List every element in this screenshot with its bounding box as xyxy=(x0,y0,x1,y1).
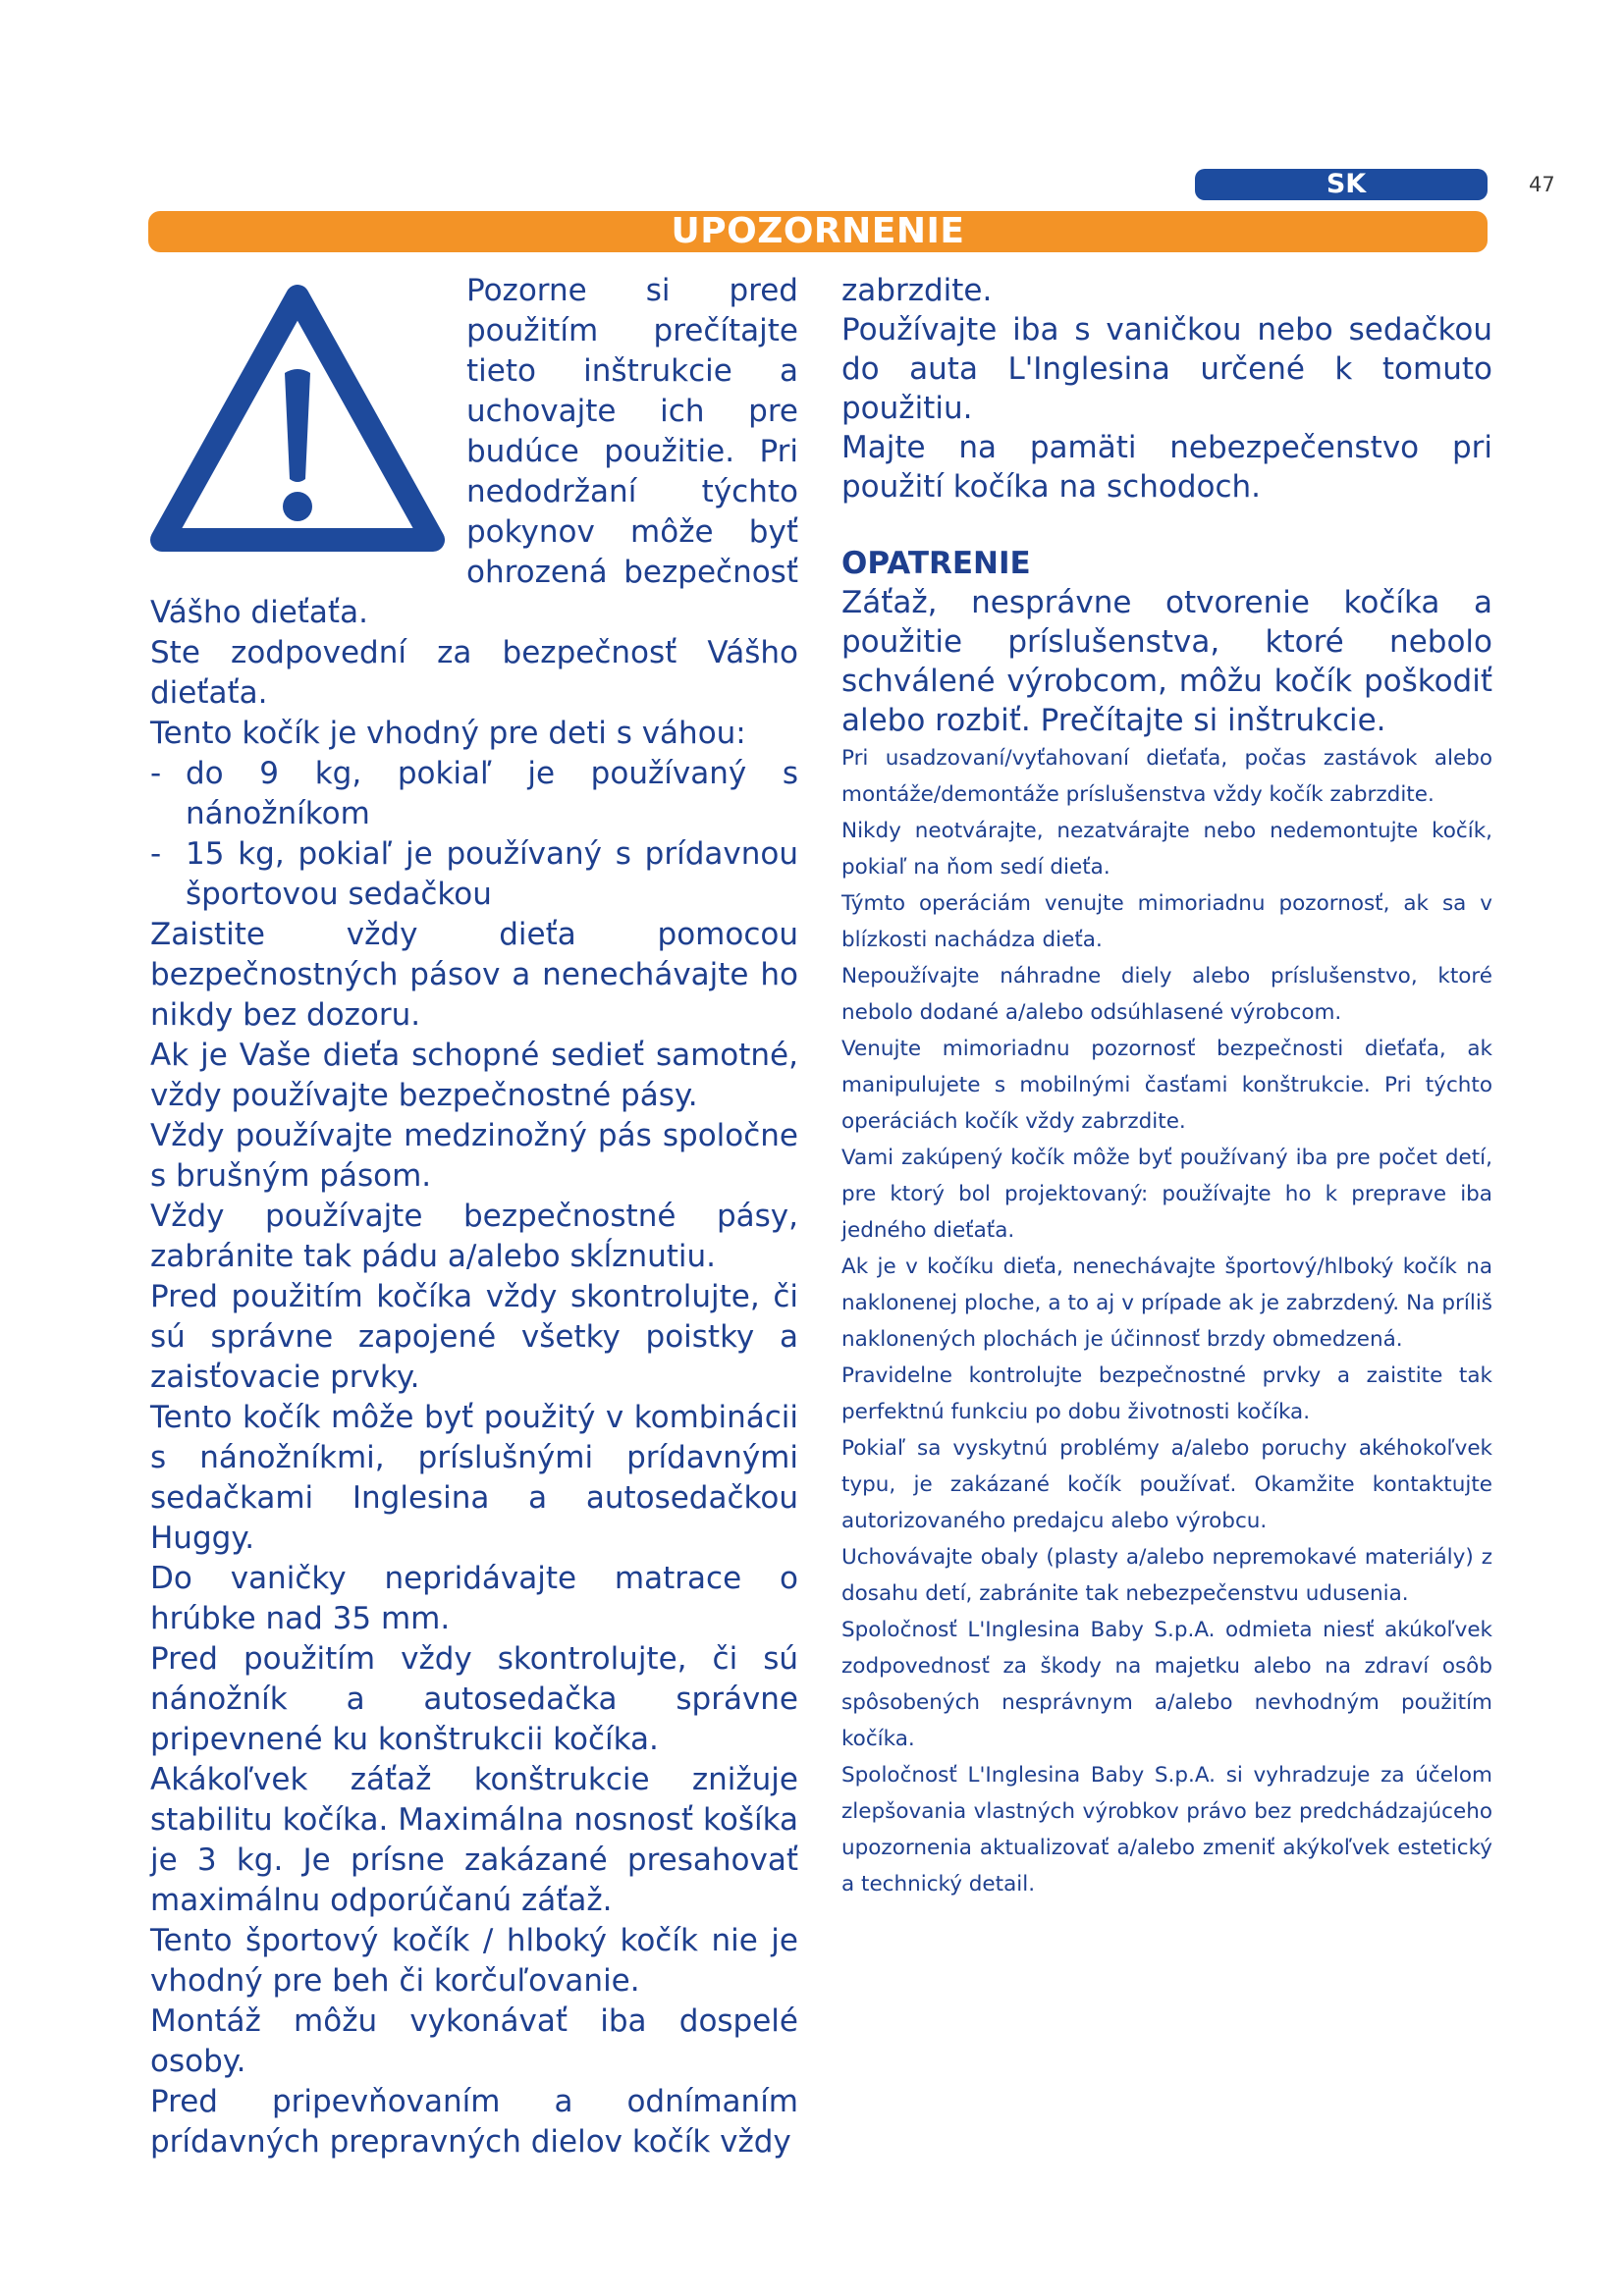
language-tab xyxy=(1195,169,1488,200)
list-item: - do 9 kg, pokiaľ je používaný s nánožníkom xyxy=(150,754,798,834)
paragraph: Akákoľvek záťaž konštrukcie znižuje stabilitu kočíka. Maximálna nosnosť košíka je 3 kg. Je prísne zakázané presahovať maximálnu odporúčanú záťaž. xyxy=(150,1762,798,1918)
note-paragraph: Venujte mimoriadnu pozornosť bezpečnosti dieťaťa, ak manipulujete s mobilnými časťami konštrukcie. Pri týchto operáciách kočík vždy zabrzdite. xyxy=(841,1037,1492,1134)
language-code: SK xyxy=(1326,169,1367,199)
paragraph: Pred použitím kočíka vždy skontrolujte, či sú správne zapojené všetky poistky a zaisťovacie prvky. xyxy=(150,1279,798,1395)
paragraph: Vždy používajte bezpečnostné pásy, zabránite tak pádu a/alebo skĺznutiu. xyxy=(150,1199,798,1274)
paragraph: Montáž môžu vykonávať iba dospelé osoby. xyxy=(150,2003,798,2079)
banner-title: UPOZORNENIE xyxy=(671,211,965,251)
paragraph: Záťaž, nesprávne otvorenie kočíka a použitie príslušenstva, ktoré nebolo schválené výrobcom, môžu kočík poškodiť alebo rozbiť. Prečítajte si inštrukcie. xyxy=(841,585,1492,738)
note-paragraph: Nikdy neotvárajte, nezatvárajte nebo nedemontujte kočík, pokiaľ na ňom sedí dieťa. xyxy=(841,819,1492,880)
right-column xyxy=(841,271,1492,1902)
section-heading: OPATRENIE xyxy=(841,546,1031,581)
paragraph: Ak je Vaše dieťa schopné sedieť samotné, vždy používajte bezpečnostné pásy. xyxy=(150,1038,798,1113)
note-paragraph: Pravidelne kontrolujte bezpečnostné prvky a zaistite tak perfektnú funkciu po dobu životnosti kočíka. xyxy=(841,1363,1492,1424)
intro-paragraph: Pozorne si pred použitím prečítajte tieto inštrukcie a uchovajte ich pre budúce použitie. Pri nedodržaní týchto pokynov môže byť ohrozená bezpečnosť Vášho dieťaťa. xyxy=(150,273,798,630)
note-paragraph: Spoločnosť L'Inglesina Baby S.p.A. odmieta niesť akúkoľvek zodpovednosť za škody na majetku alebo na zdraví osôb spôsobených nesprávnym a/alebo nevhodným použitím kočíka. xyxy=(841,1618,1492,1751)
left-column xyxy=(150,271,798,2163)
warning-banner xyxy=(148,211,1488,252)
note-paragraph: Uchovávajte obaly (plasty a/alebo nepremokavé materiály) z dosahu detí, zabránite tak nebezpečenstvu udusenia. xyxy=(841,1545,1492,1606)
note-paragraph: Nepoužívajte náhradne diely alebo príslušenstvo, ktoré nebolo dodané a/alebo odsúhlasené výrobcom. xyxy=(841,964,1492,1025)
paragraph: zabrzdite. xyxy=(841,273,993,308)
note-paragraph: Týmto operáciám venujte mimoriadnu pozornosť, ak sa v blízkosti nachádza dieťa. xyxy=(841,891,1492,952)
page-number: 47 xyxy=(1529,173,1555,196)
list-item-text: 15 kg, pokiaľ je používaný s prídavnou športovou sedačkou xyxy=(186,836,798,912)
paragraph: Majte na pamäti nebezpečenstvo pri použití kočíka na schodoch. xyxy=(841,430,1492,505)
note-paragraph: Pri usadzovaní/vyťahovaní dieťaťa, počas zastávok alebo montáže/demontáže príslušenstva vždy kočík zabrzdite. xyxy=(841,746,1492,807)
paragraph: Tento kočík je vhodný pre deti s váhou: xyxy=(150,716,746,751)
paragraph: Používajte iba s vaničkou nebo sedačkou do auta L'Inglesina určené k tomuto použitiu. xyxy=(841,312,1492,426)
list-item-text: do 9 kg, pokiaľ je používaný s nánožníkom xyxy=(186,756,798,831)
note-paragraph: Ak je v kočíku dieťa, nenechávajte športový/hlboký kočík na naklonenej ploche, a to aj v prípade ak je zabrzdený. Na príliš naklonených plochách je účinnosť brzdy obmedzená. xyxy=(841,1255,1492,1352)
note-paragraph: Spoločnosť L'Inglesina Baby S.p.A. si vyhradzuje za účelom zlepšovania vlastných výrobkov právo bez predchádzajúceho upozornenia aktualizovať a/alebo zmeniť akýkoľvek estetický a technický detail. xyxy=(841,1763,1492,1896)
list-item: - 15 kg, pokiaľ je používaný s prídavnou športovou sedačkou xyxy=(150,834,798,915)
paragraph: Tento športový kočík / hlboký kočík nie je vhodný pre beh či korčuľovanie. xyxy=(150,1923,798,1999)
paragraph: Do vaničky nepridávajte matrace o hrúbke nad 35 mm. xyxy=(150,1561,798,1636)
warning-triangle-icon xyxy=(150,283,445,562)
paragraph: Vždy používajte medzinožný pás spoločne s brušným pásom. xyxy=(150,1118,798,1194)
note-paragraph: Pokiaľ sa vyskytnú problémy a/alebo poruchy akéhokoľvek typu, je zakázané kočík používať. Okamžite kontaktujte autorizovaného predajcu alebo výrobcu. xyxy=(841,1436,1492,1533)
paragraph: Ste zodpovední za bezpečnosť Vášho dieťaťa. xyxy=(150,635,798,711)
paragraph: Tento kočík môže byť použitý v kombinácii s nánožníkmi, príslušnými prídavnými sedačkami Inglesina a autosedačkou Huggy. xyxy=(150,1400,798,1556)
note-paragraph: Vami zakúpený kočík môže byť používaný iba pre počet detí, pre ktorý bol projektovaný: používajte ho k preprave iba jedného dieťaťa. xyxy=(841,1146,1492,1243)
paragraph: Zaistite vždy dieťa pomocou bezpečnostných pásov a nenechávajte ho nikdy bez dozoru. xyxy=(150,917,798,1033)
paragraph: Pred použitím vždy skontrolujte, či sú nánožník a autosedačka správne pripevnené ku konštrukcii kočíka. xyxy=(150,1641,798,1757)
paragraph: Pred pripevňovaním a odnímaním prídavných prepravných dielov kočík vždy xyxy=(150,2084,798,2160)
